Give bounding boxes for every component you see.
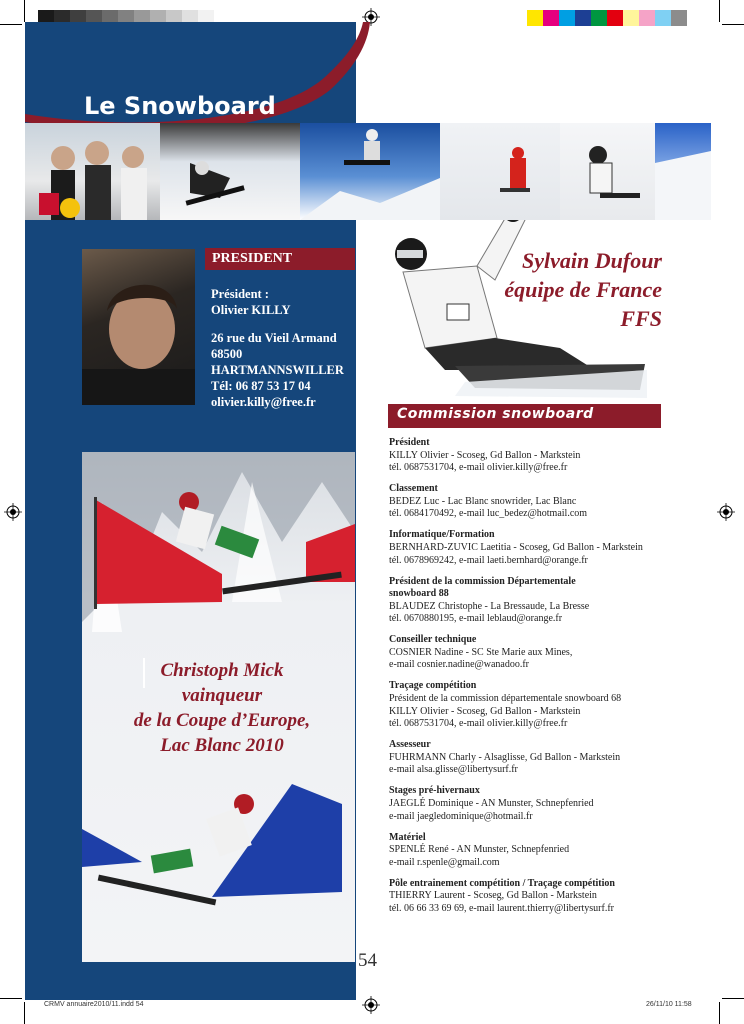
crop-mark: [722, 998, 744, 999]
commission-entry: [389, 634, 689, 672]
caption-divider: [143, 658, 145, 688]
entry-role: snowboard 88: [389, 588, 449, 600]
rider-red-photo: [440, 123, 560, 220]
entry-line: e-mail r.spenle@gmail.com: [389, 856, 500, 868]
entry-line: e-mail cosnier.nadine@wanadoo.fr: [389, 659, 529, 671]
heading-line: FFS: [620, 306, 662, 331]
registration-mark-icon: [362, 996, 380, 1014]
president-info-line: 26 rue du Vieil Armand: [211, 331, 337, 345]
entry-line: tél. 0684170492, e-mail luc_bedez@hotmail.com: [389, 508, 588, 520]
crop-mark: [24, 0, 25, 22]
president-label: PRESIDENT: [212, 251, 293, 266]
calibration-swatch: [527, 10, 543, 26]
team-photo: [25, 123, 160, 220]
entry-line: COSNIER Nadine - SC Ste Marie aux Mines,: [389, 646, 573, 658]
racer-photo: [560, 123, 655, 220]
heading-line: équipe de France: [504, 277, 662, 302]
entry-line: JAEGLÉ Dominique - AN Munster, Schnepfenried: [389, 797, 594, 809]
page-number: 54: [358, 950, 377, 971]
crop-mark: [24, 1002, 25, 1024]
president-portrait: [82, 249, 195, 405]
calibration-swatch: [671, 10, 687, 26]
calibration-swatch: [591, 10, 607, 26]
entry-line: BLAUDEZ Christophe - La Bressaude, La Bresse: [389, 600, 590, 612]
calibration-swatch: [575, 10, 591, 26]
entry-role: Classement: [389, 483, 438, 495]
calibration-swatch: [639, 10, 655, 26]
page-title: Le Snowboard: [84, 92, 276, 120]
commission-entry: [389, 680, 689, 730]
president-info-line: olivier.killy@free.fr: [211, 395, 316, 409]
president-info-line: Tél: 06 87 53 17 04: [211, 379, 311, 393]
photo-strip: [25, 123, 711, 220]
footer-timestamp: 26/11/10 11:58: [646, 1001, 692, 1008]
president-info-line: Olivier KILLY: [211, 303, 291, 317]
commission-entry: [389, 878, 689, 916]
crop-mark: [0, 998, 22, 999]
calibration-swatch: [607, 10, 623, 26]
entry-line: KILLY Olivier - Scoseg, Gd Ballon - Markstein: [389, 705, 581, 717]
calibration-swatch: [543, 10, 559, 26]
entry-role: Président de la commission Départementale: [389, 575, 576, 587]
commission-entry: [389, 529, 689, 567]
president-info-line: Président :: [211, 287, 269, 301]
president-info-line: [211, 318, 356, 330]
entry-line: KILLY Olivier - Scoseg, Gd Ballon - Markstein: [389, 449, 581, 461]
caption-line: Christoph Mick: [160, 660, 284, 681]
entry-line: FUHRMANN Charly - Alsaglisse, Gd Ballon - Markstein: [389, 751, 621, 763]
entry-role: Président: [389, 437, 430, 448]
calibration-swatch: [655, 10, 671, 26]
registration-mark-icon: [4, 503, 22, 521]
entry-role: Conseiller technique: [389, 634, 477, 646]
commission-entry: [389, 483, 689, 521]
entry-role: Assesseur: [389, 739, 431, 751]
entry-line: SPENLÉ René - AN Munster, Schnepfenried: [389, 844, 570, 856]
commission-entry: [389, 437, 689, 475]
entry-role: Informatique/Formation: [389, 529, 495, 541]
entry-line: e-mail jaegledominique@hotmail.fr: [389, 810, 533, 822]
president-info-line: 68500: [211, 347, 243, 361]
entry-role: Stages pré-hivernaux: [389, 785, 480, 797]
president-label-bar: [205, 248, 355, 270]
president-info-line: HARTMANNSWILLER: [211, 363, 344, 377]
entry-role: Traçage compétition: [389, 680, 477, 692]
registration-mark-icon: [717, 503, 735, 521]
calibration-swatch: [559, 10, 575, 26]
footer-file-info: CRMV annuaire2010/11.indd 54: [44, 1001, 144, 1008]
commission-entry: [389, 739, 689, 777]
commission-title: Commission snowboard: [397, 406, 594, 422]
entry-role: Pôle entrainement compétition / Traçage compétition: [389, 877, 615, 889]
caption-line: vainqueur: [181, 685, 263, 706]
commission-entry: [389, 832, 689, 870]
crop-mark: [719, 1002, 720, 1024]
snowboarder-photo: [160, 123, 300, 220]
entry-line: tél. 0670880195, e-mail leblaud@orange.fr: [389, 613, 563, 625]
entry-line: tél. 0678969242, e-mail laeti.bernhard@orange.fr: [389, 554, 588, 566]
commission-title-bar: [388, 404, 661, 428]
commission-entry: [389, 785, 689, 823]
calibration-swatch: [623, 10, 639, 26]
heading-line: Sylvain Dufour: [522, 248, 662, 273]
president-contact: [211, 286, 356, 410]
caption-line: de la Coupe d’Europe,: [133, 710, 311, 731]
crop-mark: [722, 24, 744, 25]
entry-line: tél. 0687531704, e-mail olivier.killy@free.fr: [389, 718, 568, 730]
entry-role: Matériel: [389, 831, 426, 843]
commission-members-list: [389, 437, 689, 924]
entry-line: Président de la commission départementale snowboard 68: [389, 693, 622, 705]
entry-line: THIERRY Laurent - Scoseg, Gd Ballon - Markstein: [389, 890, 597, 902]
sylvain-dufour-heading: [470, 246, 662, 333]
entry-line: BEDEZ Luc - Lac Blanc snowrider, Lac Blanc: [389, 495, 577, 507]
jump-photo: [300, 123, 440, 220]
commission-entry: [389, 576, 689, 626]
crop-mark: [719, 0, 720, 22]
color-calibration-bar: [527, 10, 687, 26]
crop-mark: [0, 24, 22, 25]
entry-line: tél. 06 66 33 69 69, e-mail laurent.thierry@libertysurf.fr: [389, 902, 614, 914]
entry-line: tél. 0687531704, e-mail olivier.killy@free.fr: [389, 462, 568, 474]
mountain-photo: [655, 123, 711, 220]
entry-line: BERNHARD-ZUVIC Laetitia - Scoseg, Gd Ballon - Markstein: [389, 541, 643, 553]
entry-line: e-mail alsa.glisse@libertysurf.fr: [389, 764, 518, 776]
caption-line: Lac Blanc 2010: [160, 735, 284, 756]
